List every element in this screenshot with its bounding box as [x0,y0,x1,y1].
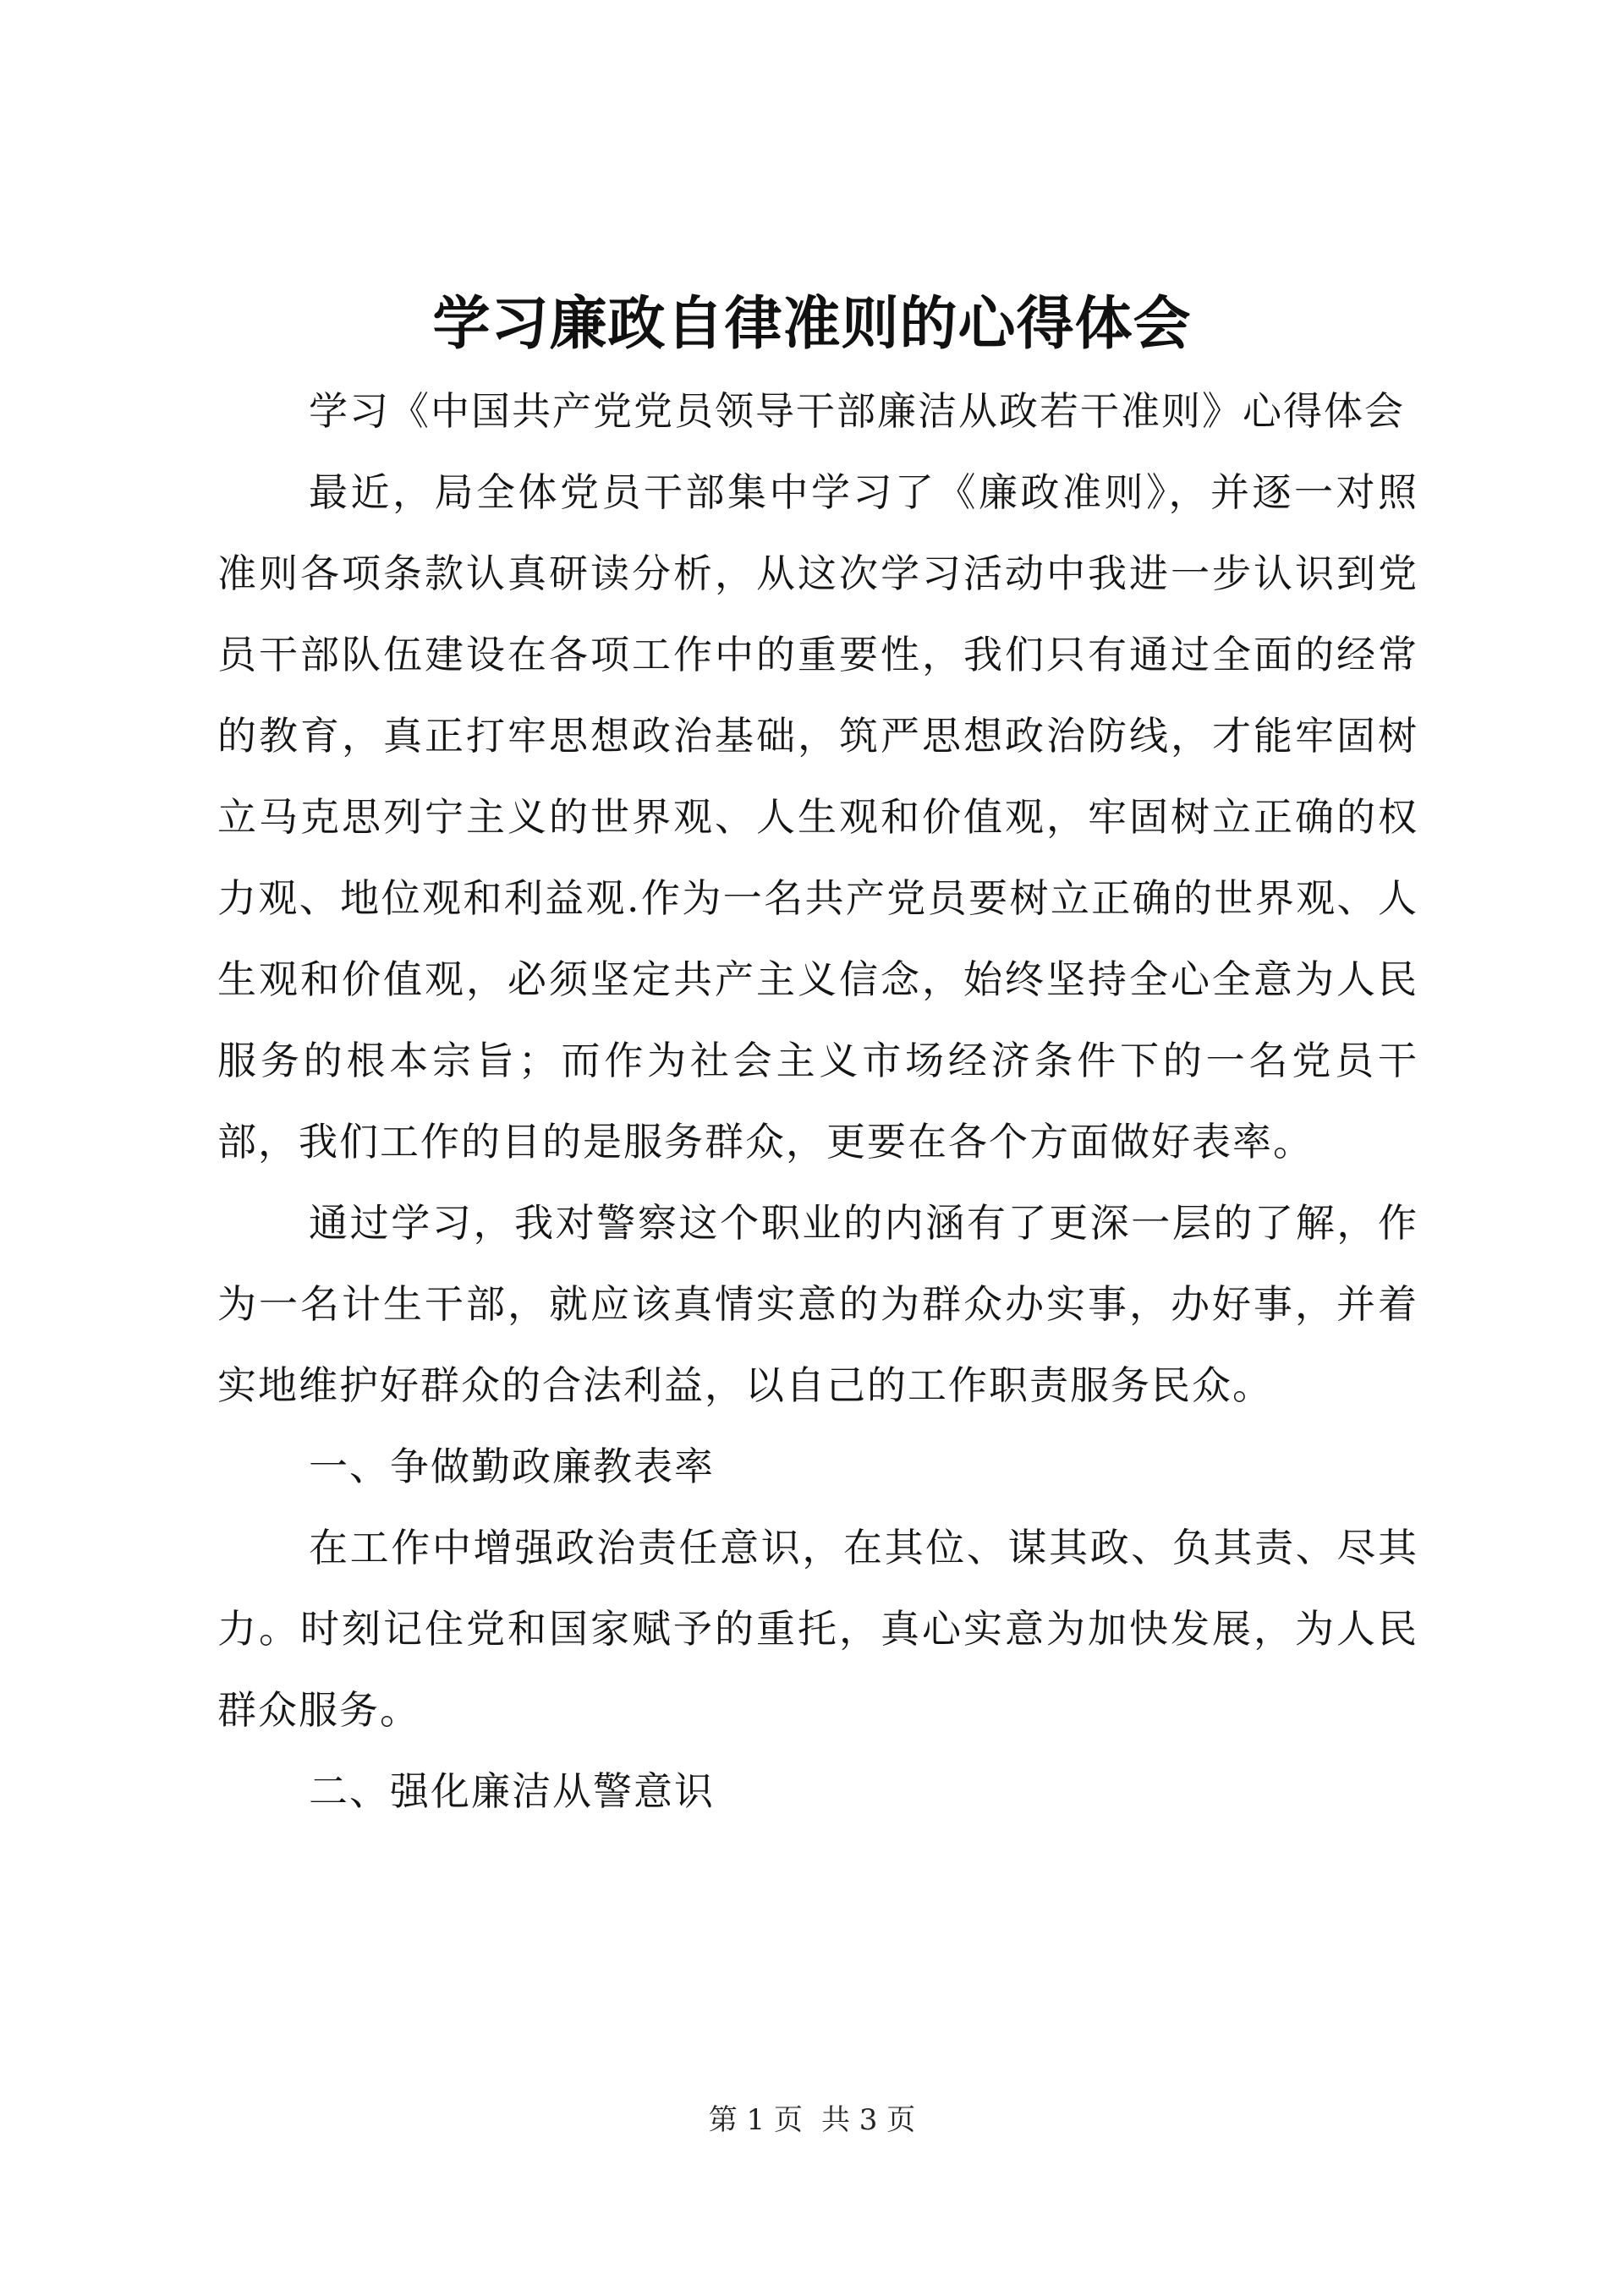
document-body [217,370,1418,1832]
paragraph-study: 通过学习，我对警察这个职业的内涵有了更深一层的了解，作为一名计生干部，就应该真情实意的为群众办实事，办好事，并着实地维护好群众的合法利益，以自己的工作职责服务民众。 [217,1200,1418,1408]
section-heading-2: 二、强化廉洁从警意识 [309,1768,715,1814]
paragraph-section-1: 在工作中增强政治责任意识，在其位、谋其政、负其责、尽其力。时刻记住党和国家赋予的重托，真心实意为加快发展，为人民群众服务。 [217,1525,1418,1733]
page-title: 学习廉政自律准则的心得体会 [432,290,1192,358]
paragraph-intro: 最近，局全体党员干部集中学习了《廉政准则》，并逐一对照准则各项条款认真研读分析，从这次学习活动中我进一步认识到党员干部队伍建设在各项工作中的重要性，我们只有通过全面的经常的教育，真正打牢思想政治基础，筑严思想政治防线，才能牢固树立马克思列宁主义的世界观、人生观和价值观，牢固树立正确的权力观、地位观和利益观.作为一名共产党员要树立正确的世界观、人生观和价值观，必须坚定共产主义信念，始终坚持全心全意为人民服务的根本宗旨；而作为社会主义市场经济条件下的一名党员干部，我们工作的目的是服务群众，更要在各个方面做好表率。 [217,469,1418,1164]
paragraph-subtitle: 学习《中国共产党党员领导干部廉洁从政若干准则》心得体会 [309,388,1405,434]
page-footer [0,2101,1624,2139]
page-number: 第 1 页 [708,2103,803,2137]
section-heading-1: 一、争做勤政廉教表率 [309,1444,715,1489]
page-total: 共 3 页 [821,2103,916,2137]
